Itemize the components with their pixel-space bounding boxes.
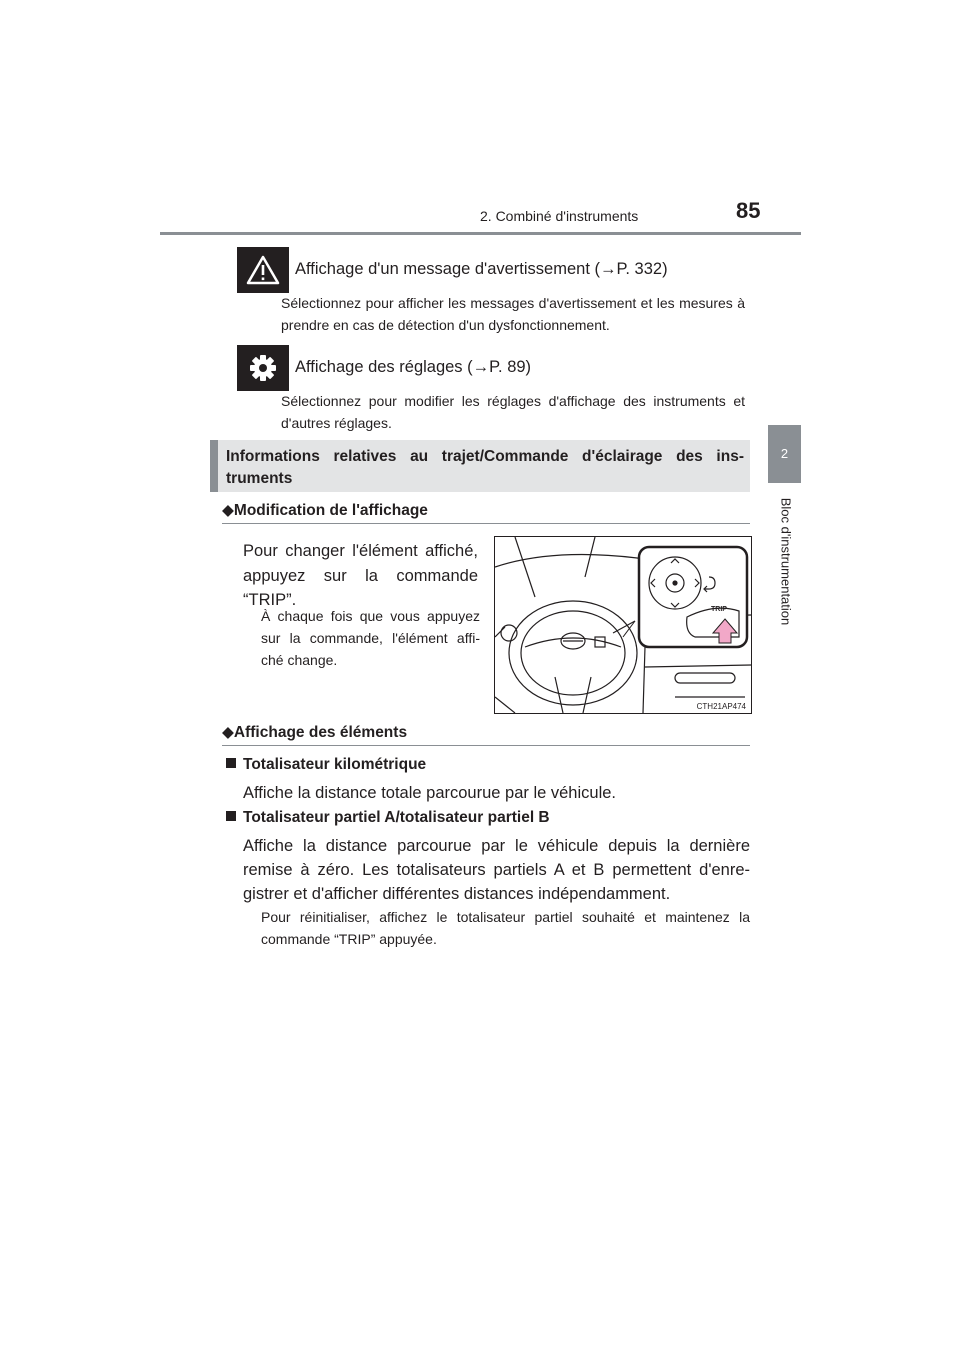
warning-message-description: Sélectionnez pour afficher les messages d'avertissement et les mesures à prendre en cas de détection d'un dysfonctionnement. xyxy=(281,295,745,333)
modification-note: À chaque fois que vous appuyez sur la commande, l'élément affi-ché change. xyxy=(261,608,480,668)
figure-code: CTH21AP474 xyxy=(696,702,746,711)
running-header: 2. Combiné d'instruments xyxy=(480,208,639,224)
modification-intro: Pour changer l'élément affiché, appuyez sur la commande “TRIP”. xyxy=(243,542,478,609)
settings-description: Sélectionnez pour modifier les réglages d'affichage des instruments et d'autres réglages. xyxy=(281,393,745,431)
warning-triangle-icon xyxy=(237,247,289,293)
chapter-tab: 2 xyxy=(768,425,801,483)
section-band-accent xyxy=(210,440,218,492)
modification-heading: ◆Modification de l'affichage xyxy=(222,502,428,519)
trip-heading xyxy=(226,809,550,827)
trip-title: Totalisateur partiel A/totalisateur partiel B xyxy=(243,809,550,826)
chapter-title-vertical xyxy=(746,498,824,632)
chapter-title: Bloc d'instrumentation xyxy=(778,497,794,626)
square-bullet-icon xyxy=(226,811,236,821)
odometer-title: Totalisateur kilométrique xyxy=(243,756,427,773)
square-bullet-icon xyxy=(226,758,236,768)
header-rule xyxy=(160,232,801,235)
odometer-text: Affiche la distance totale parcourue par le véhicule. xyxy=(243,784,617,802)
trip-note: Pour réinitialiser, affichez le totalisateur partiel souhaité et maintenez la commande “TRIP” appuyée. xyxy=(261,909,750,947)
elements-rule xyxy=(222,745,750,746)
elements-heading: ◆Affichage des éléments xyxy=(222,724,408,741)
trip-text: Affiche la distance parcourue par le véhicule depuis la dernière remise à zéro. Les totalisateurs partiels A et B permettent d'enre-gistrer et d'afficher différentes distances indépendamment. xyxy=(243,837,750,903)
figure-trip-label: TRIP xyxy=(711,606,727,613)
page-number: 85 xyxy=(736,198,761,223)
section-heading: Informations relatives au trajet/Commande d'éclairage des ins-truments xyxy=(226,448,744,487)
warning-message-title: Affichage d'un message d'avertissement (→P. 332) xyxy=(295,260,668,278)
odometer-heading xyxy=(226,756,426,774)
settings-title: Affichage des réglages (→P. 89) xyxy=(295,358,532,376)
gear-icon xyxy=(237,345,289,391)
steering-wheel-figure xyxy=(494,536,752,714)
modification-rule xyxy=(222,523,750,524)
